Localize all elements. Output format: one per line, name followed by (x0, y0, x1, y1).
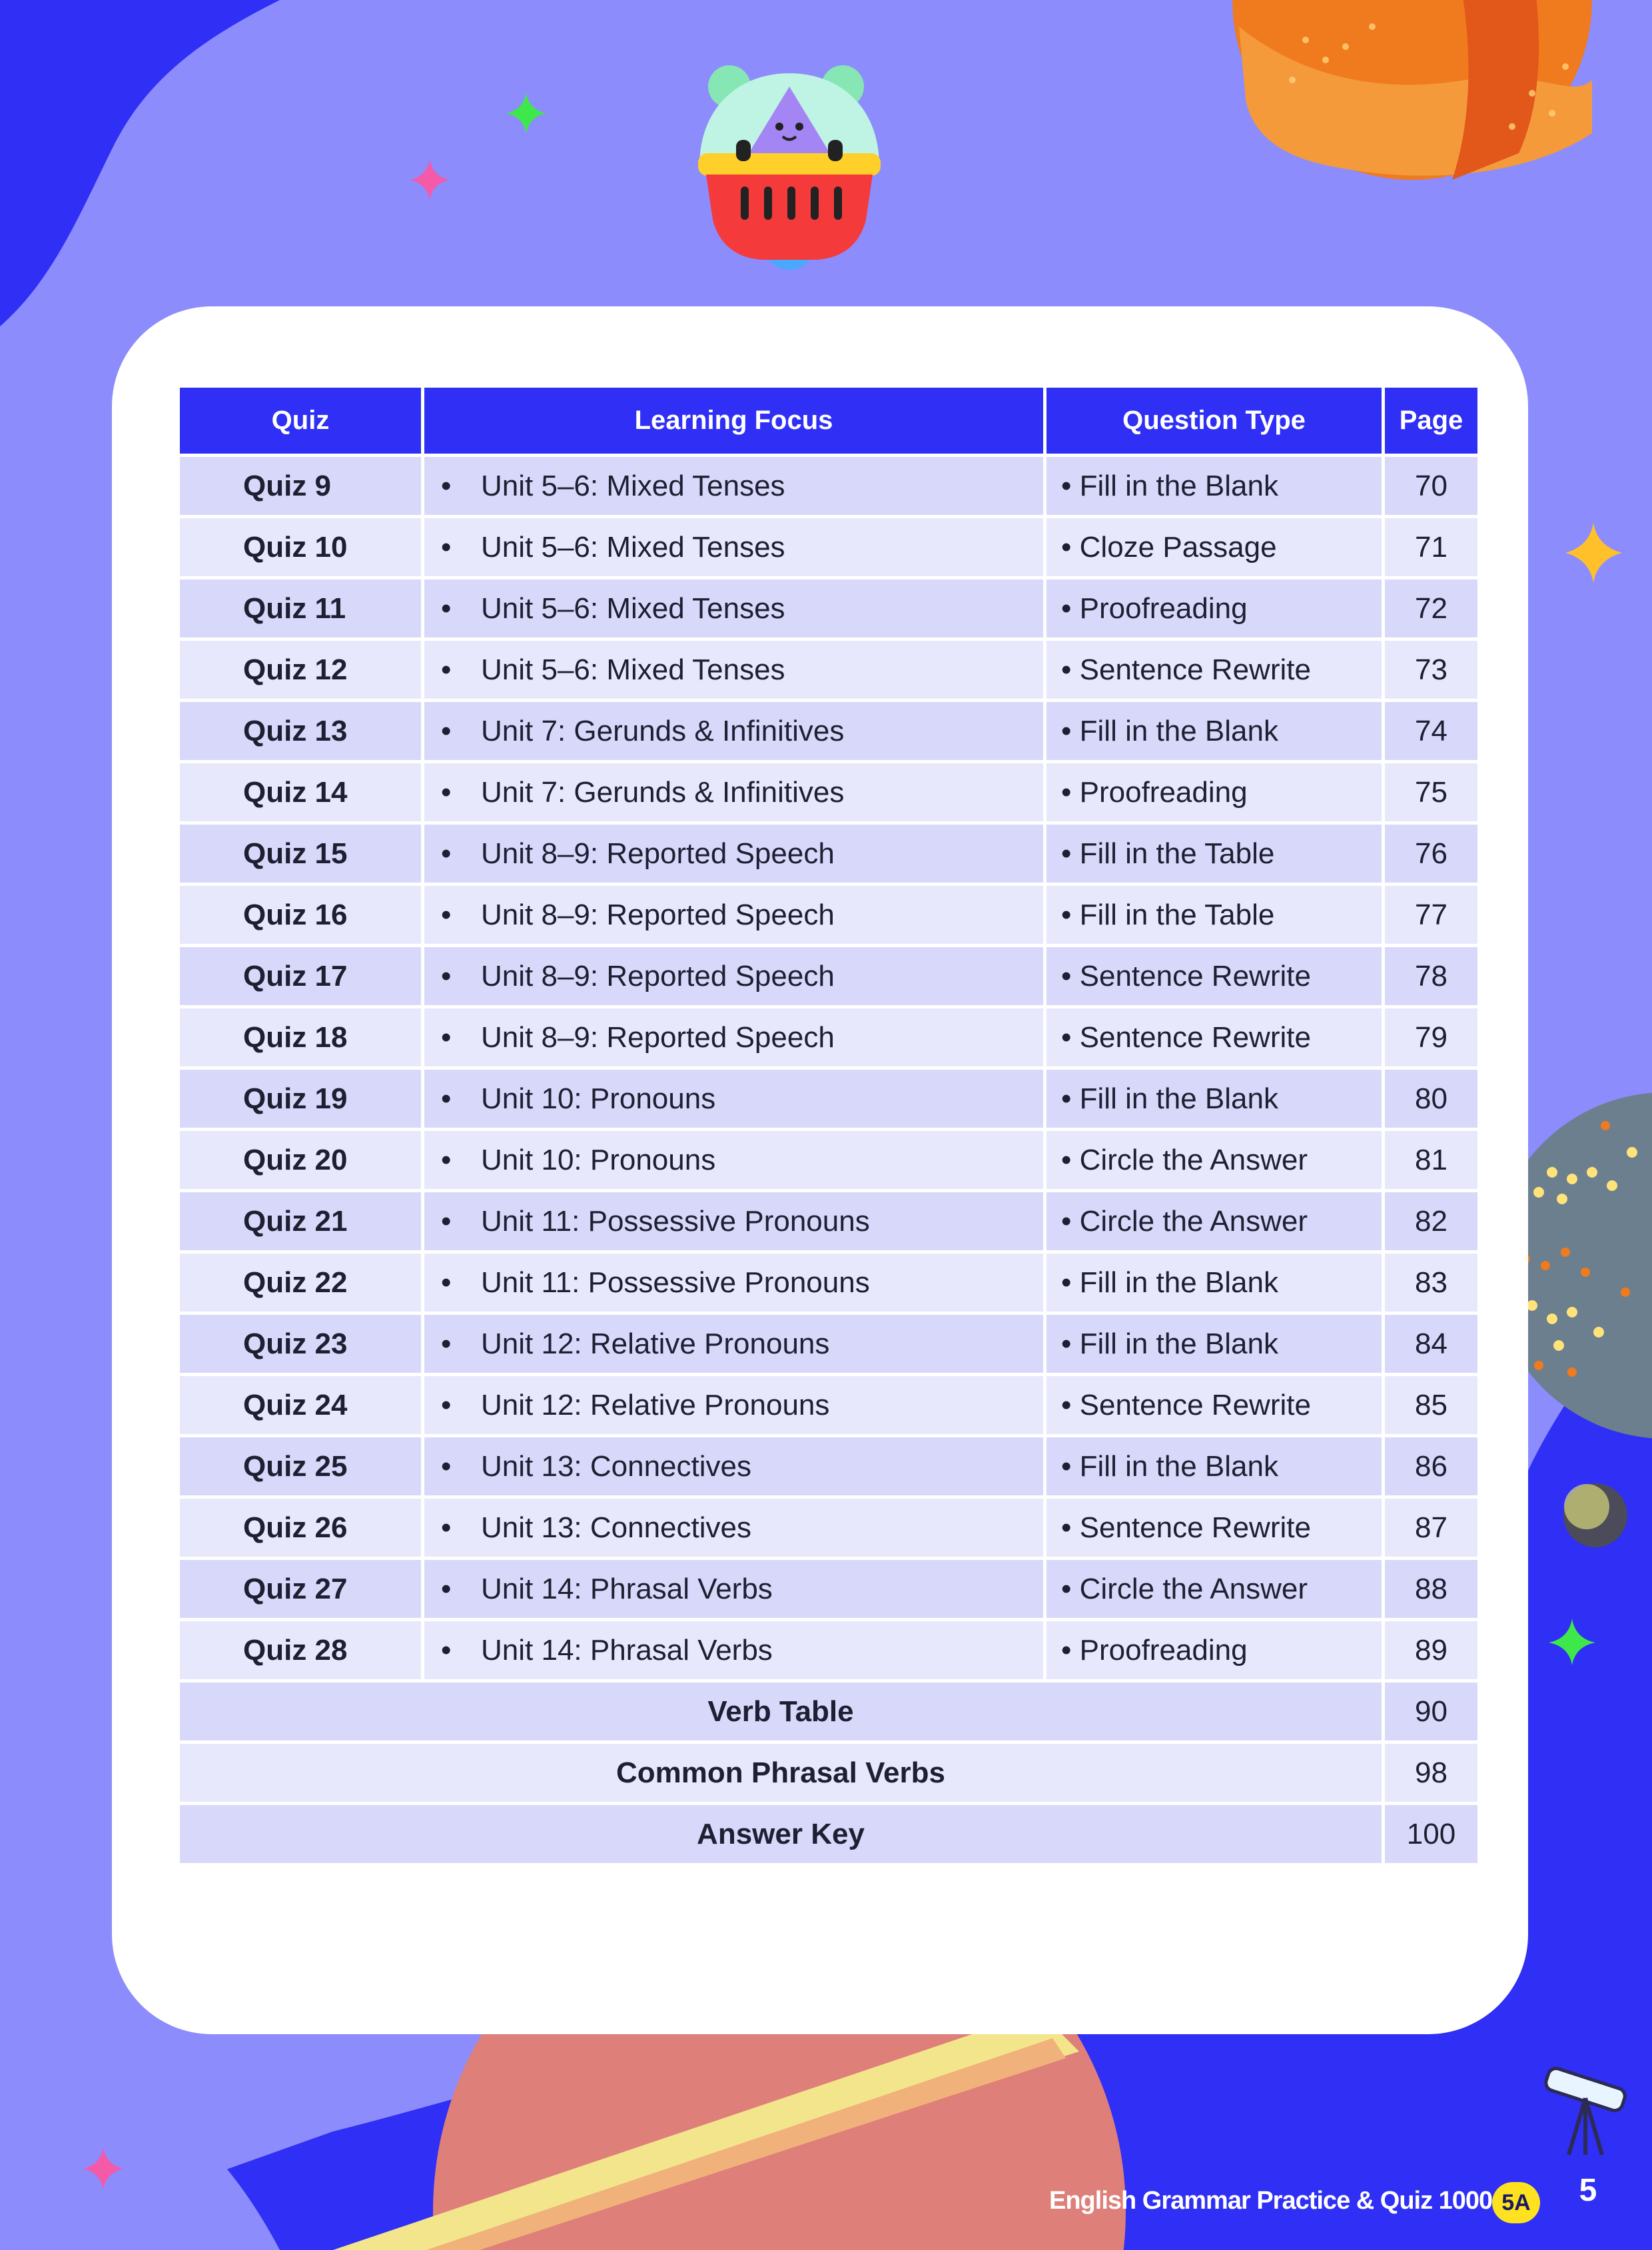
quiz-name: Quiz 11 (179, 578, 423, 639)
focus-text: Unit 5–6: Mixed Tenses (481, 653, 785, 686)
learning-focus: • Unit 5–6: Mixed Tenses (423, 639, 1045, 701)
table-row (179, 578, 1479, 639)
learning-focus: • Unit 14: Phrasal Verbs (423, 1620, 1045, 1681)
learning-focus: • Unit 8–9: Reported Speech (423, 1007, 1045, 1068)
learning-focus: • Unit 5–6: Mixed Tenses (423, 578, 1045, 639)
contents-table (177, 384, 1481, 1866)
question-type: • Fill in the Blank (1045, 701, 1384, 762)
page-number: 81 (1384, 1130, 1479, 1191)
page-number: 73 (1384, 639, 1479, 701)
focus-text: Unit 11: Possessive Pronouns (481, 1204, 870, 1238)
learning-focus: • Unit 7: Gerunds & Infinitives (423, 762, 1045, 823)
table-row (179, 701, 1479, 762)
question-type: • Circle the Answer (1045, 1559, 1384, 1620)
question-type: • Fill in the Blank (1045, 456, 1384, 517)
learning-focus: • Unit 8–9: Reported Speech (423, 885, 1045, 946)
focus-text: Unit 5–6: Mixed Tenses (481, 591, 785, 625)
page-number: 72 (1384, 578, 1479, 639)
table-row (179, 1252, 1479, 1313)
focus-text: Unit 8–9: Reported Speech (481, 1020, 835, 1054)
quiz-name: Quiz 25 (179, 1436, 423, 1497)
orange-planet-icon (1232, 0, 1592, 180)
table-row-special (179, 1804, 1479, 1865)
question-type: • Proofreading (1045, 762, 1384, 823)
focus-text: Unit 12: Relative Pronouns (481, 1388, 830, 1421)
focus-text: Unit 14: Phrasal Verbs (481, 1633, 773, 1667)
learning-focus: • Unit 8–9: Reported Speech (423, 823, 1045, 885)
table-row (179, 1068, 1479, 1130)
learning-focus: • Unit 13: Connectives (423, 1436, 1045, 1497)
quiz-name: Quiz 18 (179, 1007, 423, 1068)
type-text: Proofreading (1079, 775, 1248, 809)
type-text: Cloze Passage (1079, 530, 1277, 563)
quiz-name: Quiz 22 (179, 1252, 423, 1313)
table-row (179, 823, 1479, 885)
type-text: Circle the Answer (1079, 1204, 1308, 1238)
small-moon-icon (1563, 1483, 1627, 1547)
learning-focus: • Unit 12: Relative Pronouns (423, 1313, 1045, 1375)
page-number: 100 (1384, 1804, 1479, 1865)
table-row-special (179, 1681, 1479, 1742)
type-text: Sentence Rewrite (1079, 959, 1311, 992)
table-row (179, 1130, 1479, 1191)
header-learning-focus: Learning Focus (423, 386, 1045, 456)
table-row-special (179, 1742, 1479, 1804)
page-number: 76 (1384, 823, 1479, 885)
page-number: 86 (1384, 1436, 1479, 1497)
table-row (179, 1191, 1479, 1252)
table-row (179, 1375, 1479, 1436)
quiz-name: Quiz 9 (179, 456, 423, 517)
question-type: • Fill in the Blank (1045, 1252, 1384, 1313)
table-row (179, 639, 1479, 701)
page-number: 75 (1384, 762, 1479, 823)
question-type: • Fill in the Blank (1045, 1436, 1384, 1497)
focus-text: Unit 13: Connectives (481, 1511, 751, 1544)
type-text: Proofreading (1079, 591, 1248, 625)
table-row (179, 1313, 1479, 1375)
table-row (179, 1559, 1479, 1620)
focus-text: Unit 5–6: Mixed Tenses (481, 469, 785, 502)
type-text: Fill in the Blank (1079, 1266, 1278, 1299)
type-text: Fill in the Blank (1079, 469, 1278, 502)
footer-book-title: English Grammar Practice & Quiz 1000 (1049, 2187, 1493, 2215)
question-type: • Sentence Rewrite (1045, 1375, 1384, 1436)
page-number: 80 (1384, 1068, 1479, 1130)
header-page: Page (1384, 386, 1479, 456)
focus-text: Unit 7: Gerunds & Infinitives (481, 714, 845, 747)
page-number: 82 (1384, 1191, 1479, 1252)
focus-text: Unit 10: Pronouns (481, 1082, 716, 1115)
top-left-blob (0, 0, 280, 326)
table-header-row (179, 386, 1479, 456)
quiz-name: Quiz 15 (179, 823, 423, 885)
level-badge: 5A (1492, 2182, 1540, 2223)
question-type: • Proofreading (1045, 1620, 1384, 1681)
quiz-name: Quiz 12 (179, 639, 423, 701)
focus-text: Unit 8–9: Reported Speech (481, 898, 835, 931)
quiz-name: Quiz 21 (179, 1191, 423, 1252)
question-type: • Fill in the Blank (1045, 1068, 1384, 1130)
quiz-name: Quiz 28 (179, 1620, 423, 1681)
bottom-left-blob (0, 2038, 280, 2250)
learning-focus: • Unit 5–6: Mixed Tenses (423, 456, 1045, 517)
learning-focus: • Unit 11: Possessive Pronouns (423, 1191, 1045, 1252)
type-text: Fill in the Blank (1079, 714, 1278, 747)
learning-focus: • Unit 7: Gerunds & Infinitives (423, 701, 1045, 762)
quiz-name: Quiz 26 (179, 1497, 423, 1559)
learning-focus: • Unit 12: Relative Pronouns (423, 1375, 1045, 1436)
type-text: Proofreading (1079, 1633, 1248, 1667)
section-verb-table: Verb Table (179, 1681, 1384, 1742)
learning-focus: • Unit 10: Pronouns (423, 1130, 1045, 1191)
quiz-name: Quiz 16 (179, 885, 423, 946)
page-number: 98 (1384, 1742, 1479, 1804)
question-type: • Fill in the Table (1045, 885, 1384, 946)
page-number: 78 (1384, 946, 1479, 1007)
table-row (179, 762, 1479, 823)
focus-text: Unit 8–9: Reported Speech (481, 959, 835, 992)
table-row (179, 885, 1479, 946)
table-row (179, 1620, 1479, 1681)
focus-text: Unit 7: Gerunds & Infinitives (481, 775, 845, 809)
page-number: 89 (1384, 1620, 1479, 1681)
page-number: 87 (1384, 1497, 1479, 1559)
section-answer-key: Answer Key (179, 1804, 1384, 1865)
page-number: 85 (1384, 1375, 1479, 1436)
section-common-phrasal-verbs: Common Phrasal Verbs (179, 1742, 1384, 1804)
type-text: Fill in the Table (1079, 898, 1275, 931)
learning-focus: • Unit 10: Pronouns (423, 1068, 1045, 1130)
focus-text: Unit 11: Possessive Pronouns (481, 1266, 870, 1299)
quiz-name: Quiz 14 (179, 762, 423, 823)
type-text: Fill in the Blank (1079, 1449, 1278, 1483)
quiz-name: Quiz 23 (179, 1313, 423, 1375)
learning-focus: • Unit 11: Possessive Pronouns (423, 1252, 1045, 1313)
page-number: 90 (1384, 1681, 1479, 1742)
focus-text: Unit 8–9: Reported Speech (481, 837, 835, 870)
quiz-name: Quiz 13 (179, 701, 423, 762)
page-number: 70 (1384, 456, 1479, 517)
focus-text: Unit 12: Relative Pronouns (481, 1327, 830, 1360)
question-type: • Circle the Answer (1045, 1130, 1384, 1191)
question-type: • Sentence Rewrite (1045, 946, 1384, 1007)
focus-text: Unit 13: Connectives (481, 1449, 751, 1483)
header-quiz: Quiz (179, 386, 423, 456)
question-type: • Circle the Answer (1045, 1191, 1384, 1252)
table-row (179, 1007, 1479, 1068)
focus-text: Unit 10: Pronouns (481, 1143, 716, 1176)
footer-page-number: 5 (1557, 2157, 1619, 2223)
page-number: 71 (1384, 517, 1479, 578)
page-number: 77 (1384, 885, 1479, 946)
type-text: Circle the Answer (1079, 1143, 1308, 1176)
page-number: 84 (1384, 1313, 1479, 1375)
question-type: • Proofreading (1045, 578, 1384, 639)
focus-text: Unit 14: Phrasal Verbs (481, 1572, 773, 1605)
type-text: Fill in the Blank (1079, 1327, 1278, 1360)
table-row (179, 946, 1479, 1007)
page-number: 79 (1384, 1007, 1479, 1068)
quiz-name: Quiz 17 (179, 946, 423, 1007)
question-type: • Fill in the Blank (1045, 1313, 1384, 1375)
question-type: • Cloze Passage (1045, 517, 1384, 578)
question-type: • Sentence Rewrite (1045, 1007, 1384, 1068)
quiz-name: Quiz 19 (179, 1068, 423, 1130)
table-row (179, 1497, 1479, 1559)
table-row (179, 456, 1479, 517)
question-type: • Sentence Rewrite (1045, 639, 1384, 701)
type-text: Fill in the Blank (1079, 1082, 1278, 1115)
type-text: Sentence Rewrite (1079, 1511, 1311, 1544)
quiz-name: Quiz 20 (179, 1130, 423, 1191)
type-text: Sentence Rewrite (1079, 653, 1311, 686)
quiz-name: Quiz 10 (179, 517, 423, 578)
learning-focus: • Unit 5–6: Mixed Tenses (423, 517, 1045, 578)
learning-focus: • Unit 13: Connectives (423, 1497, 1045, 1559)
type-text: Sentence Rewrite (1079, 1020, 1311, 1054)
type-text: Sentence Rewrite (1079, 1388, 1311, 1421)
focus-text: Unit 5–6: Mixed Tenses (481, 530, 785, 563)
page-number: 74 (1384, 701, 1479, 762)
question-type: • Sentence Rewrite (1045, 1497, 1384, 1559)
table-row (179, 1436, 1479, 1497)
basket-mascot-icon (698, 65, 881, 270)
header-question-type: Question Type (1045, 386, 1384, 456)
quiz-name: Quiz 27 (179, 1559, 423, 1620)
page-number: 88 (1384, 1559, 1479, 1620)
type-text: Fill in the Table (1079, 837, 1275, 870)
page-number: 83 (1384, 1252, 1479, 1313)
type-text: Circle the Answer (1079, 1572, 1308, 1605)
quiz-name: Quiz 24 (179, 1375, 423, 1436)
question-type: • Fill in the Table (1045, 823, 1384, 885)
table-row (179, 517, 1479, 578)
learning-focus: • Unit 14: Phrasal Verbs (423, 1559, 1045, 1620)
learning-focus: • Unit 8–9: Reported Speech (423, 946, 1045, 1007)
